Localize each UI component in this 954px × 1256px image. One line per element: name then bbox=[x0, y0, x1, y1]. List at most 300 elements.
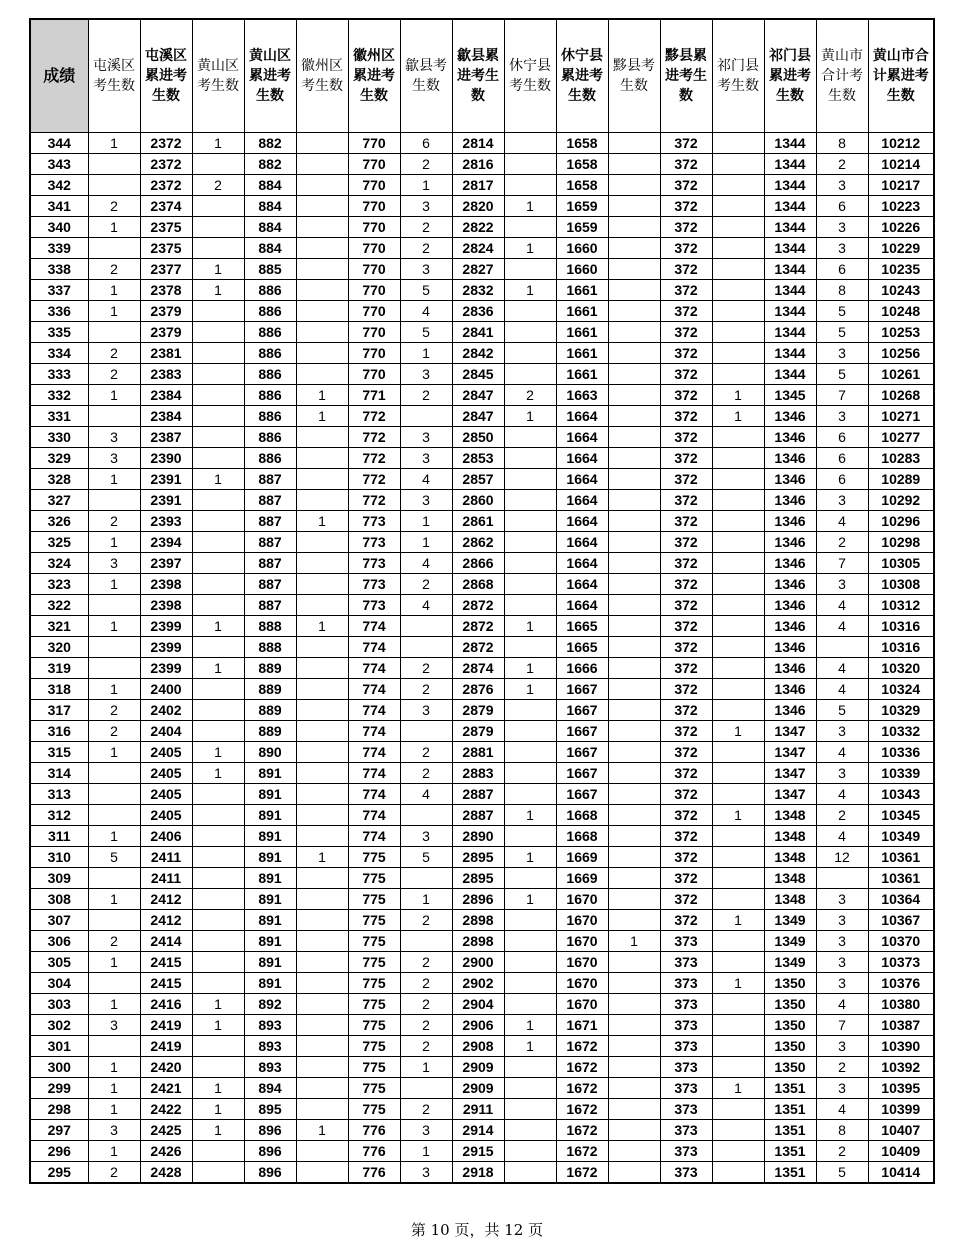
cell-city-cum: 10305 bbox=[868, 553, 934, 574]
cell-yixian-cum: 372 bbox=[660, 196, 712, 217]
cell-tunxi bbox=[88, 763, 140, 784]
cell-xiuning bbox=[504, 952, 556, 973]
table-row bbox=[30, 1099, 934, 1120]
cell-city: 2 bbox=[816, 1057, 868, 1078]
cell-city: 6 bbox=[816, 259, 868, 280]
cell-city-cum: 10289 bbox=[868, 469, 934, 490]
cell-tunxi: 2 bbox=[88, 511, 140, 532]
cell-score: 315 bbox=[30, 742, 88, 763]
cell-huangshan bbox=[192, 637, 244, 658]
cell-huizhou bbox=[296, 469, 348, 490]
cell-tunxi: 1 bbox=[88, 889, 140, 910]
cell-xiuning: 1 bbox=[504, 889, 556, 910]
cell-xiuning bbox=[504, 637, 556, 658]
cell-qimen-cum: 1348 bbox=[764, 889, 816, 910]
cell-city-cum: 10277 bbox=[868, 427, 934, 448]
cell-tunxi: 1 bbox=[88, 742, 140, 763]
cell-shexian-cum: 2861 bbox=[452, 511, 504, 532]
cell-yixian-cum: 372 bbox=[660, 406, 712, 427]
cell-yixian bbox=[608, 196, 660, 217]
cell-city: 3 bbox=[816, 1036, 868, 1057]
cell-qimen-cum: 1344 bbox=[764, 238, 816, 259]
cell-xiuning-cum: 1670 bbox=[556, 952, 608, 973]
cell-xiuning-cum: 1658 bbox=[556, 175, 608, 196]
table-row bbox=[30, 931, 934, 952]
cell-xiuning bbox=[504, 868, 556, 889]
cell-score: 344 bbox=[30, 133, 88, 154]
cell-shexian: 3 bbox=[400, 826, 452, 847]
cell-xiuning bbox=[504, 490, 556, 511]
cell-shexian: 3 bbox=[400, 700, 452, 721]
cell-city: 4 bbox=[816, 826, 868, 847]
cell-city: 5 bbox=[816, 322, 868, 343]
cell-city: 5 bbox=[816, 1162, 868, 1184]
cell-xiuning bbox=[504, 364, 556, 385]
cell-city-cum: 10339 bbox=[868, 763, 934, 784]
cell-yixian bbox=[608, 553, 660, 574]
cell-tunxi bbox=[88, 175, 140, 196]
cell-huangshan: 1 bbox=[192, 658, 244, 679]
column-header-label: 祁门县累进考生数 bbox=[769, 48, 811, 104]
column-header-huizhou-cum bbox=[348, 19, 400, 133]
cell-shexian-cum: 2879 bbox=[452, 721, 504, 742]
cell-yixian bbox=[608, 175, 660, 196]
cell-shexian: 5 bbox=[400, 322, 452, 343]
cell-yixian-cum: 372 bbox=[660, 301, 712, 322]
table-row bbox=[30, 595, 934, 616]
column-header-yixian-cum bbox=[660, 19, 712, 133]
cell-xiuning-cum: 1672 bbox=[556, 1078, 608, 1099]
cell-city: 3 bbox=[816, 721, 868, 742]
cell-huangshan-cum: 891 bbox=[244, 952, 296, 973]
table-row bbox=[30, 532, 934, 553]
cell-huizhou-cum: 775 bbox=[348, 889, 400, 910]
cell-xiuning bbox=[504, 1057, 556, 1078]
cell-shexian-cum: 2909 bbox=[452, 1078, 504, 1099]
cell-yixian-cum: 372 bbox=[660, 847, 712, 868]
cell-city-cum: 10229 bbox=[868, 238, 934, 259]
cell-qimen-cum: 1344 bbox=[764, 133, 816, 154]
cell-shexian: 2 bbox=[400, 1036, 452, 1057]
cell-huangshan-cum: 886 bbox=[244, 427, 296, 448]
cell-tunxi-cum: 2377 bbox=[140, 259, 192, 280]
cell-yixian bbox=[608, 322, 660, 343]
table-row bbox=[30, 553, 934, 574]
table-row bbox=[30, 784, 934, 805]
cell-xiuning-cum: 1664 bbox=[556, 595, 608, 616]
table-row bbox=[30, 280, 934, 301]
cell-shexian: 2 bbox=[400, 973, 452, 994]
cell-qimen-cum: 1349 bbox=[764, 952, 816, 973]
column-header-label: 徽州区考生数 bbox=[301, 58, 343, 94]
cell-huizhou bbox=[296, 364, 348, 385]
cell-yixian-cum: 373 bbox=[660, 1015, 712, 1036]
cell-huizhou-cum: 772 bbox=[348, 427, 400, 448]
cell-score: 295 bbox=[30, 1162, 88, 1184]
cell-yixian-cum: 372 bbox=[660, 742, 712, 763]
cell-huizhou-cum: 775 bbox=[348, 1099, 400, 1120]
cell-score: 296 bbox=[30, 1141, 88, 1162]
cell-huangshan: 1 bbox=[192, 616, 244, 637]
table-row bbox=[30, 259, 934, 280]
cell-yixian-cum: 372 bbox=[660, 616, 712, 637]
cell-tunxi-cum: 2412 bbox=[140, 910, 192, 931]
cell-shexian: 2 bbox=[400, 679, 452, 700]
cell-city: 7 bbox=[816, 1015, 868, 1036]
cell-qimen bbox=[712, 238, 764, 259]
cell-huizhou-cum: 775 bbox=[348, 1015, 400, 1036]
cell-shexian: 4 bbox=[400, 784, 452, 805]
cell-huangshan-cum: 893 bbox=[244, 1036, 296, 1057]
cell-shexian-cum: 2895 bbox=[452, 868, 504, 889]
cell-tunxi-cum: 2372 bbox=[140, 133, 192, 154]
cell-huizhou bbox=[296, 1015, 348, 1036]
cell-qimen-cum: 1350 bbox=[764, 1057, 816, 1078]
cell-score: 336 bbox=[30, 301, 88, 322]
cell-huizhou bbox=[296, 1141, 348, 1162]
cell-huangshan-cum: 895 bbox=[244, 1099, 296, 1120]
cell-shexian-cum: 2832 bbox=[452, 280, 504, 301]
column-header-label: 黟县考生数 bbox=[613, 58, 655, 94]
cell-city-cum: 10320 bbox=[868, 658, 934, 679]
cell-huangshan-cum: 891 bbox=[244, 847, 296, 868]
cell-qimen bbox=[712, 1141, 764, 1162]
cell-tunxi: 1 bbox=[88, 1141, 140, 1162]
cell-city: 3 bbox=[816, 763, 868, 784]
cell-huizhou-cum: 770 bbox=[348, 280, 400, 301]
cell-yixian bbox=[608, 868, 660, 889]
cell-score: 337 bbox=[30, 280, 88, 301]
cell-xiuning bbox=[504, 1120, 556, 1141]
cell-yixian bbox=[608, 574, 660, 595]
cell-qimen bbox=[712, 994, 764, 1015]
cell-huizhou bbox=[296, 889, 348, 910]
table-row bbox=[30, 616, 934, 637]
column-header-label: 歙县考生数 bbox=[405, 58, 447, 94]
cell-qimen-cum: 1350 bbox=[764, 973, 816, 994]
cell-xiuning: 1 bbox=[504, 616, 556, 637]
cell-huangshan-cum: 884 bbox=[244, 238, 296, 259]
cell-tunxi bbox=[88, 637, 140, 658]
cell-city-cum: 10312 bbox=[868, 595, 934, 616]
cell-xiuning bbox=[504, 721, 556, 742]
cell-qimen-cum: 1347 bbox=[764, 784, 816, 805]
cell-yixian-cum: 373 bbox=[660, 931, 712, 952]
cell-yixian bbox=[608, 616, 660, 637]
column-header-qimen bbox=[712, 19, 764, 133]
cell-huangshan bbox=[192, 595, 244, 616]
cell-qimen bbox=[712, 847, 764, 868]
cell-qimen bbox=[712, 889, 764, 910]
cell-tunxi: 1 bbox=[88, 133, 140, 154]
cell-score: 318 bbox=[30, 679, 88, 700]
cell-city: 8 bbox=[816, 133, 868, 154]
cell-city-cum: 10345 bbox=[868, 805, 934, 826]
cell-tunxi: 1 bbox=[88, 574, 140, 595]
cell-huangshan bbox=[192, 868, 244, 889]
cell-yixian-cum: 373 bbox=[660, 1036, 712, 1057]
cell-yixian-cum: 373 bbox=[660, 1162, 712, 1184]
cell-yixian bbox=[608, 406, 660, 427]
table-row bbox=[30, 511, 934, 532]
cell-city: 4 bbox=[816, 595, 868, 616]
table-row bbox=[30, 448, 934, 469]
cell-city: 3 bbox=[816, 238, 868, 259]
score-distribution-table bbox=[29, 18, 935, 1184]
cell-xiuning-cum: 1667 bbox=[556, 784, 608, 805]
column-header-huangshan bbox=[192, 19, 244, 133]
cell-city-cum: 10361 bbox=[868, 847, 934, 868]
cell-shexian-cum: 2898 bbox=[452, 931, 504, 952]
cell-huizhou-cum: 774 bbox=[348, 679, 400, 700]
cell-score: 330 bbox=[30, 427, 88, 448]
cell-score: 302 bbox=[30, 1015, 88, 1036]
cell-huizhou-cum: 770 bbox=[348, 364, 400, 385]
cell-score: 333 bbox=[30, 364, 88, 385]
cell-city-cum: 10316 bbox=[868, 616, 934, 637]
cell-huizhou bbox=[296, 238, 348, 259]
cell-tunxi-cum: 2391 bbox=[140, 469, 192, 490]
cell-huizhou bbox=[296, 994, 348, 1015]
cell-yixian bbox=[608, 637, 660, 658]
cell-yixian bbox=[608, 511, 660, 532]
cell-xiuning-cum: 1667 bbox=[556, 721, 608, 742]
cell-huangshan-cum: 891 bbox=[244, 763, 296, 784]
cell-huizhou bbox=[296, 679, 348, 700]
cell-city: 12 bbox=[816, 847, 868, 868]
cell-city: 3 bbox=[816, 973, 868, 994]
column-header-city-cum bbox=[868, 19, 934, 133]
cell-yixian bbox=[608, 910, 660, 931]
cell-yixian-cum: 373 bbox=[660, 1078, 712, 1099]
cell-shexian-cum: 2881 bbox=[452, 742, 504, 763]
table-row bbox=[30, 889, 934, 910]
cell-shexian-cum: 2887 bbox=[452, 784, 504, 805]
cell-huangshan bbox=[192, 1036, 244, 1057]
column-header-city bbox=[816, 19, 868, 133]
cell-xiuning-cum: 1672 bbox=[556, 1099, 608, 1120]
cell-xiuning bbox=[504, 553, 556, 574]
column-header-label: 休宁县累进考生数 bbox=[561, 48, 603, 104]
cell-score: 297 bbox=[30, 1120, 88, 1141]
cell-qimen-cum: 1351 bbox=[764, 1162, 816, 1184]
cell-huizhou-cum: 770 bbox=[348, 322, 400, 343]
cell-shexian: 3 bbox=[400, 427, 452, 448]
cell-huangshan bbox=[192, 952, 244, 973]
cell-shexian: 2 bbox=[400, 1099, 452, 1120]
cell-huangshan bbox=[192, 532, 244, 553]
cell-xiuning bbox=[504, 259, 556, 280]
cell-shexian-cum: 2822 bbox=[452, 217, 504, 238]
cell-xiuning-cum: 1664 bbox=[556, 469, 608, 490]
table-row bbox=[30, 868, 934, 889]
cell-score: 320 bbox=[30, 637, 88, 658]
cell-yixian-cum: 373 bbox=[660, 973, 712, 994]
cell-city: 3 bbox=[816, 406, 868, 427]
cell-city-cum: 10316 bbox=[868, 637, 934, 658]
cell-tunxi bbox=[88, 238, 140, 259]
table-row bbox=[30, 1036, 934, 1057]
cell-xiuning-cum: 1667 bbox=[556, 742, 608, 763]
cell-qimen bbox=[712, 280, 764, 301]
cell-city-cum: 10324 bbox=[868, 679, 934, 700]
cell-xiuning-cum: 1664 bbox=[556, 406, 608, 427]
cell-huangshan bbox=[192, 574, 244, 595]
cell-tunxi bbox=[88, 868, 140, 889]
cell-xiuning bbox=[504, 427, 556, 448]
column-header-tunxi-cum bbox=[140, 19, 192, 133]
cell-qimen: 1 bbox=[712, 385, 764, 406]
cell-shexian: 4 bbox=[400, 301, 452, 322]
cell-yixian-cum: 372 bbox=[660, 322, 712, 343]
cell-qimen-cum: 1348 bbox=[764, 868, 816, 889]
cell-huizhou bbox=[296, 784, 348, 805]
cell-qimen bbox=[712, 1162, 764, 1184]
cell-xiuning-cum: 1670 bbox=[556, 973, 608, 994]
cell-score: 335 bbox=[30, 322, 88, 343]
cell-xiuning: 1 bbox=[504, 658, 556, 679]
cell-qimen bbox=[712, 784, 764, 805]
cell-yixian bbox=[608, 763, 660, 784]
cell-xiuning-cum: 1659 bbox=[556, 217, 608, 238]
cell-shexian-cum: 2827 bbox=[452, 259, 504, 280]
cell-huangshan-cum: 886 bbox=[244, 280, 296, 301]
cell-tunxi-cum: 2404 bbox=[140, 721, 192, 742]
cell-shexian-cum: 2817 bbox=[452, 175, 504, 196]
cell-shexian: 3 bbox=[400, 259, 452, 280]
column-header-label: 休宁县考生数 bbox=[509, 58, 551, 94]
cell-tunxi-cum: 2393 bbox=[140, 511, 192, 532]
cell-yixian bbox=[608, 133, 660, 154]
cell-city-cum: 10392 bbox=[868, 1057, 934, 1078]
cell-huangshan-cum: 896 bbox=[244, 1120, 296, 1141]
cell-yixian bbox=[608, 1057, 660, 1078]
cell-huangshan bbox=[192, 511, 244, 532]
cell-yixian-cum: 372 bbox=[660, 343, 712, 364]
cell-score: 316 bbox=[30, 721, 88, 742]
cell-score: 332 bbox=[30, 385, 88, 406]
cell-shexian-cum: 2908 bbox=[452, 1036, 504, 1057]
cell-yixian bbox=[608, 784, 660, 805]
cell-qimen-cum: 1350 bbox=[764, 1015, 816, 1036]
cell-huizhou-cum: 775 bbox=[348, 952, 400, 973]
table-row bbox=[30, 1078, 934, 1099]
cell-huangshan bbox=[192, 721, 244, 742]
cell-qimen bbox=[712, 511, 764, 532]
cell-tunxi-cum: 2425 bbox=[140, 1120, 192, 1141]
cell-huizhou-cum: 770 bbox=[348, 154, 400, 175]
cell-tunxi bbox=[88, 910, 140, 931]
table-row bbox=[30, 658, 934, 679]
cell-qimen-cum: 1346 bbox=[764, 511, 816, 532]
cell-huizhou-cum: 774 bbox=[348, 742, 400, 763]
cell-huangshan bbox=[192, 1141, 244, 1162]
cell-shexian-cum: 2857 bbox=[452, 469, 504, 490]
cell-huangshan bbox=[192, 343, 244, 364]
table-row bbox=[30, 847, 934, 868]
cell-yixian-cum: 372 bbox=[660, 637, 712, 658]
cell-qimen-cum: 1349 bbox=[764, 931, 816, 952]
cell-huangshan bbox=[192, 238, 244, 259]
cell-city: 6 bbox=[816, 448, 868, 469]
cell-huangshan bbox=[192, 784, 244, 805]
cell-shexian-cum: 2824 bbox=[452, 238, 504, 259]
cell-tunxi-cum: 2415 bbox=[140, 973, 192, 994]
cell-shexian-cum: 2872 bbox=[452, 637, 504, 658]
cell-yixian-cum: 372 bbox=[660, 700, 712, 721]
cell-city: 4 bbox=[816, 658, 868, 679]
cell-huizhou-cum: 774 bbox=[348, 637, 400, 658]
cell-huizhou-cum: 776 bbox=[348, 1141, 400, 1162]
cell-city: 4 bbox=[816, 742, 868, 763]
cell-city: 3 bbox=[816, 910, 868, 931]
cell-yixian-cum: 372 bbox=[660, 469, 712, 490]
cell-yixian bbox=[608, 238, 660, 259]
cell-tunxi: 3 bbox=[88, 1120, 140, 1141]
cell-shexian-cum: 2842 bbox=[452, 343, 504, 364]
cell-xiuning-cum: 1667 bbox=[556, 763, 608, 784]
cell-huangshan-cum: 891 bbox=[244, 868, 296, 889]
cell-city: 6 bbox=[816, 469, 868, 490]
cell-huangshan: 1 bbox=[192, 1015, 244, 1036]
cell-tunxi-cum: 2399 bbox=[140, 616, 192, 637]
cell-xiuning bbox=[504, 700, 556, 721]
table-row bbox=[30, 406, 934, 427]
cell-huizhou bbox=[296, 343, 348, 364]
cell-city-cum: 10409 bbox=[868, 1141, 934, 1162]
cell-xiuning: 1 bbox=[504, 805, 556, 826]
cell-huangshan-cum: 888 bbox=[244, 637, 296, 658]
cell-huizhou bbox=[296, 721, 348, 742]
cell-qimen bbox=[712, 259, 764, 280]
cell-city-cum: 10332 bbox=[868, 721, 934, 742]
cell-yixian-cum: 373 bbox=[660, 1120, 712, 1141]
column-header-xiuning bbox=[504, 19, 556, 133]
column-header-label: 歙县累进考生数 bbox=[457, 48, 499, 104]
cell-tunxi-cum: 2405 bbox=[140, 784, 192, 805]
column-header-qimen-cum bbox=[764, 19, 816, 133]
cell-xiuning bbox=[504, 1162, 556, 1184]
cell-score: 319 bbox=[30, 658, 88, 679]
cell-huangshan-cum: 886 bbox=[244, 301, 296, 322]
cell-shexian-cum: 2906 bbox=[452, 1015, 504, 1036]
cell-huangshan-cum: 882 bbox=[244, 133, 296, 154]
cell-tunxi-cum: 2405 bbox=[140, 805, 192, 826]
cell-tunxi-cum: 2422 bbox=[140, 1099, 192, 1120]
cell-city-cum: 10329 bbox=[868, 700, 934, 721]
cell-tunxi bbox=[88, 595, 140, 616]
cell-xiuning-cum: 1663 bbox=[556, 385, 608, 406]
cell-score: 334 bbox=[30, 343, 88, 364]
cell-xiuning-cum: 1661 bbox=[556, 343, 608, 364]
cell-qimen-cum: 1344 bbox=[764, 154, 816, 175]
cell-huizhou bbox=[296, 910, 348, 931]
cell-shexian: 1 bbox=[400, 511, 452, 532]
cell-huizhou-cum: 775 bbox=[348, 973, 400, 994]
cell-huangshan bbox=[192, 973, 244, 994]
cell-yixian bbox=[608, 889, 660, 910]
cell-xiuning-cum: 1661 bbox=[556, 301, 608, 322]
cell-yixian-cum: 372 bbox=[660, 553, 712, 574]
cell-huizhou bbox=[296, 427, 348, 448]
cell-yixian bbox=[608, 595, 660, 616]
cell-city-cum: 10364 bbox=[868, 889, 934, 910]
cell-city-cum: 10399 bbox=[868, 1099, 934, 1120]
cell-qimen-cum: 1349 bbox=[764, 910, 816, 931]
cell-huizhou: 1 bbox=[296, 847, 348, 868]
cell-qimen bbox=[712, 868, 764, 889]
cell-city: 3 bbox=[816, 175, 868, 196]
